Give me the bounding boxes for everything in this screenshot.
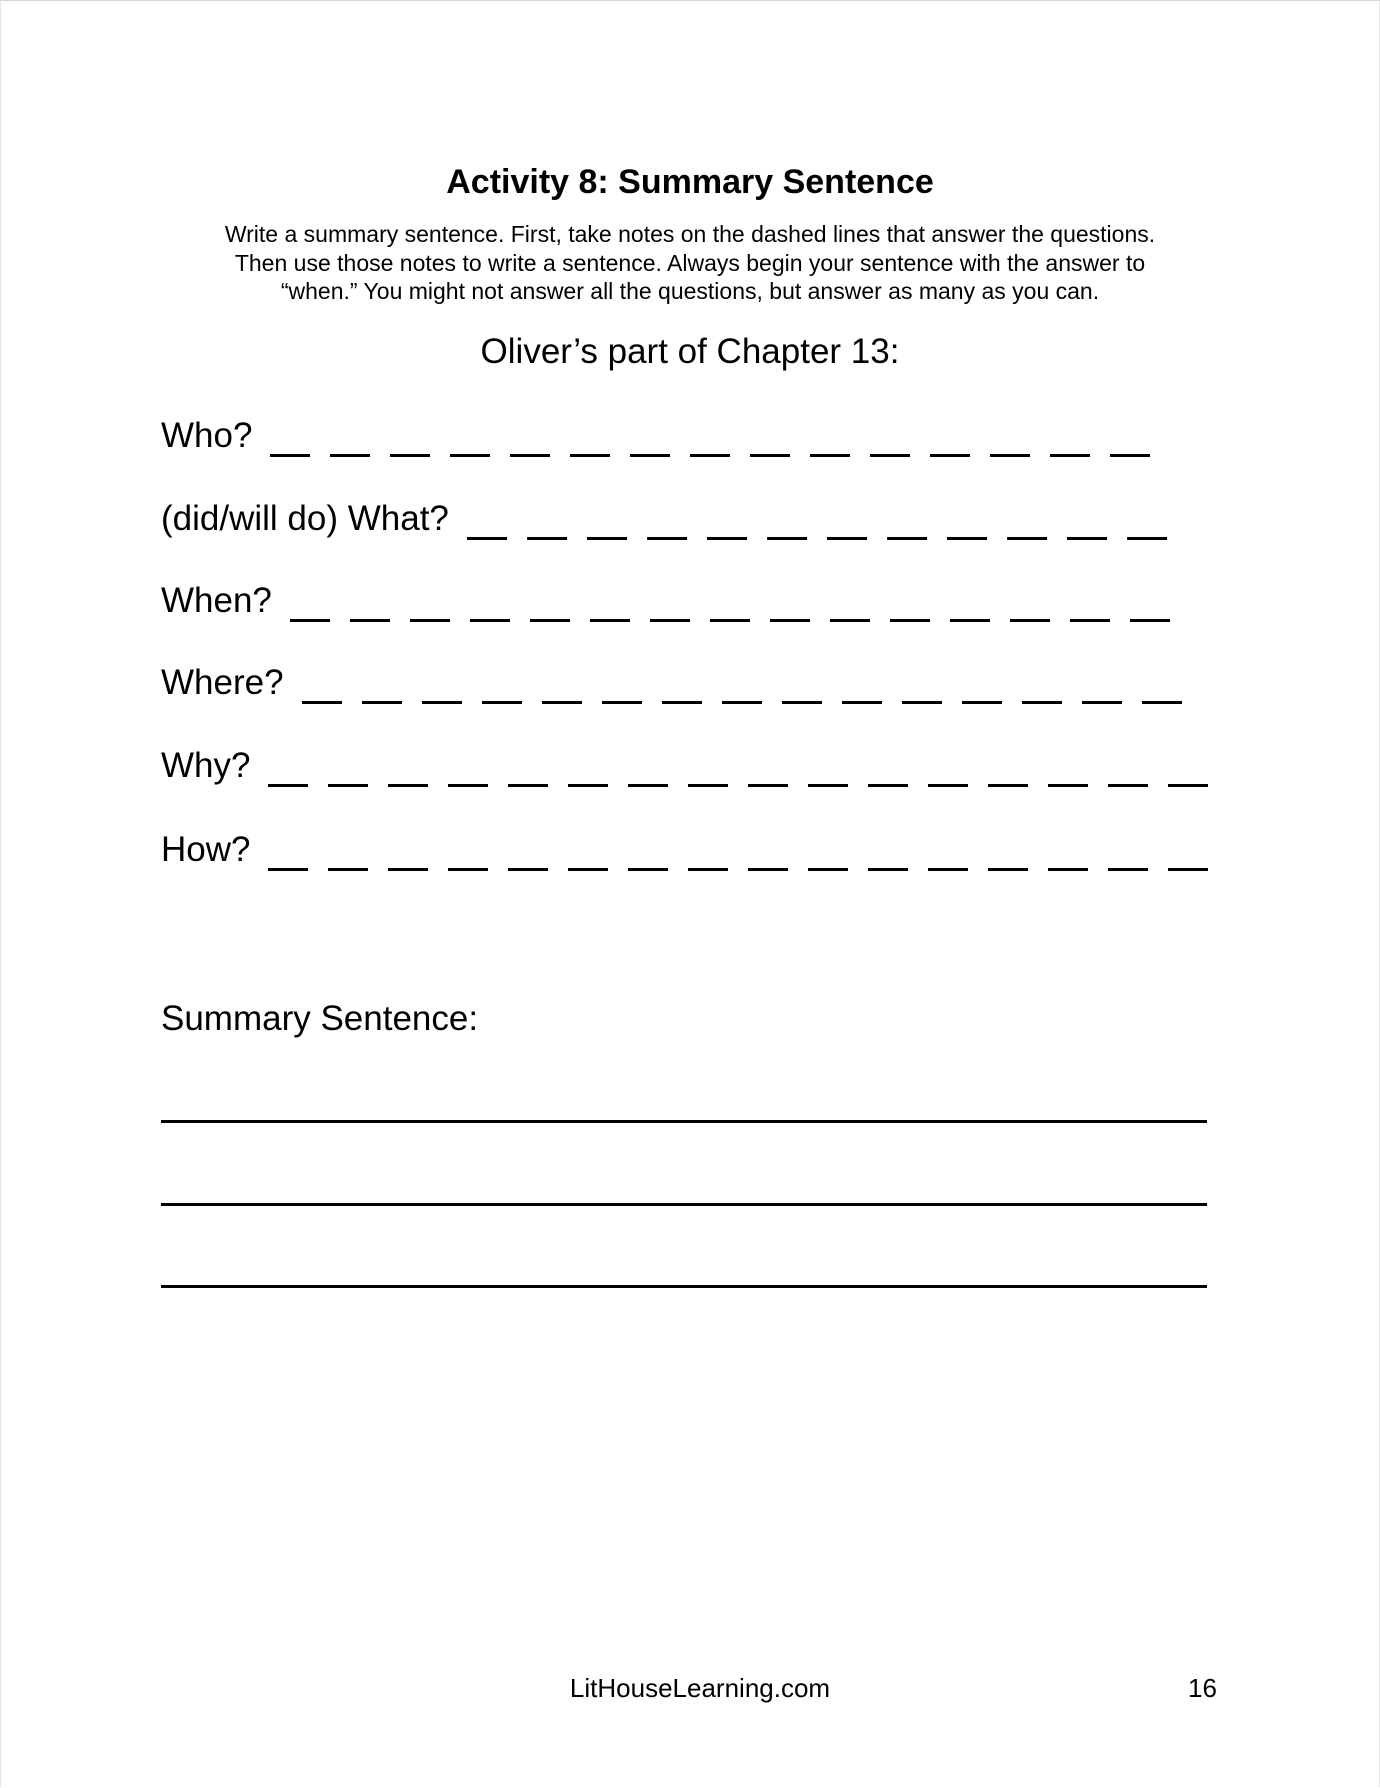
answer-blank[interactable] [928,829,968,871]
answer-blank[interactable] [1048,829,1088,871]
answer-blank[interactable] [450,415,490,457]
answer-blank[interactable] [902,662,942,704]
answer-blank[interactable] [1142,662,1182,704]
answer-blanks[interactable] [302,662,1182,704]
question-why [161,745,1208,795]
answer-blank[interactable] [350,580,390,622]
answer-blank[interactable] [782,662,822,704]
answer-blank[interactable] [1022,662,1062,704]
instructions-line: “when.” You might not answer all the questions, but answer as many as you can. [280,278,1100,304]
answer-blank[interactable] [470,580,510,622]
answer-blank[interactable] [510,415,550,457]
answer-blank[interactable] [750,415,790,457]
answer-blank[interactable] [647,498,687,540]
answer-blank[interactable] [268,745,308,787]
answer-blank[interactable] [467,498,507,540]
answer-blank[interactable] [268,829,308,871]
answer-blank[interactable] [482,662,522,704]
answer-blank[interactable] [508,745,548,787]
answer-blank[interactable] [590,580,630,622]
instructions [150,220,1230,306]
answer-blank[interactable] [1070,580,1110,622]
answer-blank[interactable] [388,745,428,787]
answer-blank[interactable] [842,662,882,704]
answer-blank[interactable] [542,662,582,704]
answer-blank[interactable] [767,498,807,540]
answer-blank[interactable] [290,580,330,622]
answer-blank[interactable] [1067,498,1107,540]
instructions-line: Write a summary sentence. First, take notes on the dashed lines that answer the questions. [224,221,1156,247]
answer-blank[interactable] [270,415,310,457]
answer-blanks[interactable] [270,415,1150,457]
answer-blank[interactable] [328,829,368,871]
answer-blank[interactable] [808,829,848,871]
answer-blank[interactable] [748,745,788,787]
answer-blank[interactable] [870,415,910,457]
summary-writing-line[interactable] [161,1203,1207,1206]
answer-blank[interactable] [570,415,610,457]
answer-blank[interactable] [587,498,627,540]
answer-blank[interactable] [422,662,462,704]
answer-blank[interactable] [688,745,728,787]
answer-blank[interactable] [950,580,990,622]
question-how [161,829,1208,879]
answer-blanks[interactable] [268,745,1208,787]
answer-blank[interactable] [830,580,870,622]
answer-blank[interactable] [568,829,608,871]
answer-blanks[interactable] [290,580,1170,622]
page-title: Activity 8: Summary Sentence [446,163,934,201]
page-number: 16 [1188,1673,1217,1703]
answer-blank[interactable] [388,829,428,871]
summary-sentence-label: Summary Sentence: [161,999,479,1038]
answer-blank[interactable] [1007,498,1047,540]
answer-blank[interactable] [628,745,668,787]
answer-blank[interactable] [707,498,747,540]
answer-blank[interactable] [988,745,1028,787]
answer-blank[interactable] [1130,580,1170,622]
question-label: Who? [161,416,253,455]
answer-blanks[interactable] [467,498,1167,540]
answer-blank[interactable] [868,745,908,787]
answer-blank[interactable] [1108,745,1148,787]
answer-blank[interactable] [890,580,930,622]
answer-blank[interactable] [1082,662,1122,704]
answer-blank[interactable] [962,662,1002,704]
answer-blank[interactable] [810,415,850,457]
answer-blank[interactable] [410,580,450,622]
answer-blank[interactable] [1010,580,1050,622]
answer-blank[interactable] [887,498,927,540]
answer-blank[interactable] [930,415,970,457]
answer-blank[interactable] [302,662,342,704]
answer-blank[interactable] [328,745,368,787]
question-who [161,415,1150,465]
answer-blank[interactable] [1108,829,1148,871]
answer-blank[interactable] [390,415,430,457]
answer-blank[interactable] [688,829,728,871]
answer-blank[interactable] [988,829,1028,871]
question-what [161,498,1167,548]
answer-blank[interactable] [770,580,810,622]
answer-blanks[interactable] [268,829,1208,871]
answer-blank[interactable] [662,662,702,704]
answer-blank[interactable] [628,829,668,871]
answer-blank[interactable] [330,415,370,457]
instructions-line: Then use those notes to write a sentence. Always begin your sentence with the answer to [234,249,1146,276]
question-when [161,580,1170,630]
answer-blank[interactable] [808,745,848,787]
answer-blank[interactable] [690,415,730,457]
answer-blank[interactable] [448,745,488,787]
question-label: Where? [161,663,284,702]
answer-blank[interactable] [1048,745,1088,787]
answer-blank[interactable] [722,662,762,704]
question-label: (did/will do) What? [161,499,449,538]
answer-blank[interactable] [508,829,548,871]
question-where [161,662,1182,712]
chapter-subtitle: Oliver’s part of Chapter 13: [480,332,900,371]
answer-blank[interactable] [868,829,908,871]
answer-blank[interactable] [362,662,402,704]
question-label: How? [161,830,251,869]
footer-website: LitHouseLearning.com [569,1673,831,1703]
summary-writing-line[interactable] [161,1120,1207,1123]
answer-blank[interactable] [1127,498,1167,540]
answer-blank[interactable] [530,580,570,622]
answer-blank[interactable] [630,415,670,457]
answer-blank[interactable] [568,745,608,787]
answer-blank[interactable] [1168,745,1208,787]
summary-writing-line[interactable] [161,1285,1207,1288]
question-label: Why? [161,746,251,785]
answer-blank[interactable] [990,415,1030,457]
answer-blank[interactable] [928,745,968,787]
answer-blank[interactable] [448,829,488,871]
answer-blank[interactable] [527,498,567,540]
answer-blank[interactable] [748,829,788,871]
answer-blank[interactable] [1050,415,1090,457]
answer-blank[interactable] [710,580,750,622]
answer-blank[interactable] [650,580,690,622]
question-label: When? [161,581,272,620]
answer-blank[interactable] [602,662,642,704]
answer-blank[interactable] [1168,829,1208,871]
answer-blank[interactable] [947,498,987,540]
answer-blank[interactable] [827,498,867,540]
answer-blank[interactable] [1110,415,1150,457]
